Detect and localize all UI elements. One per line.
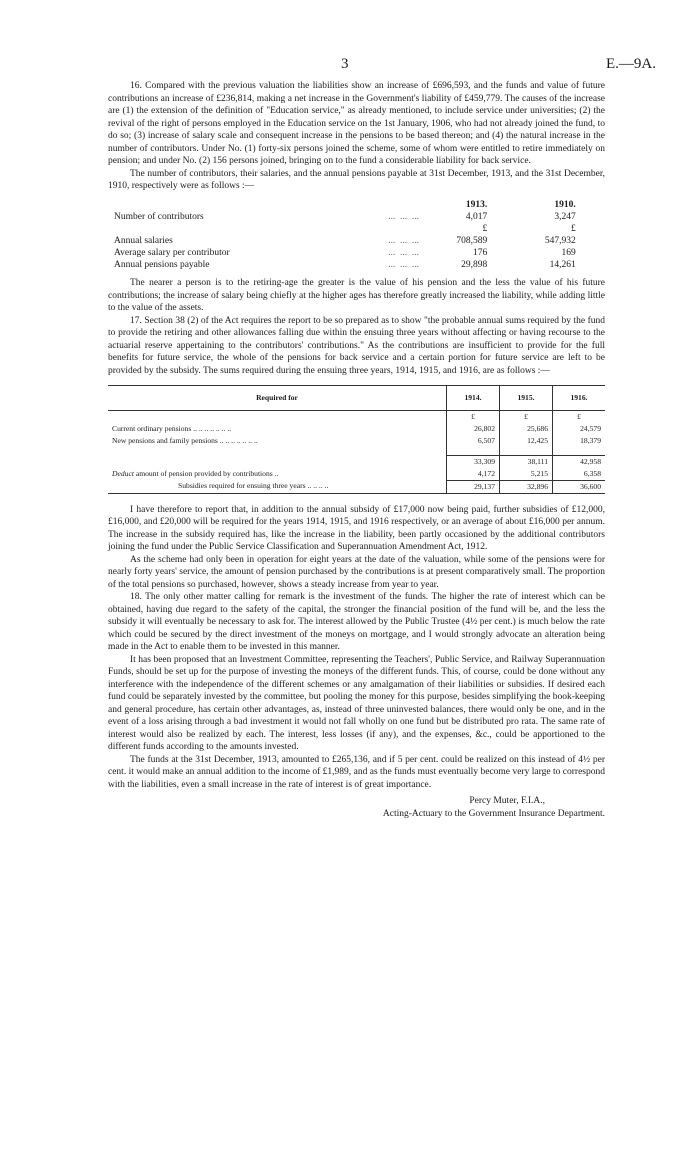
row-label: Annual salaries [114,236,173,246]
cell-value: 547,932 [544,236,576,246]
paragraph-17: 17. Section 38 (2) of the Act requires the report to be so prepared as to show "the probable annual sums required by the fund to provide the retiring and other allowances falling due within the ensuing three years without affecting or having recourse to the actuarial reserve appertaining to the contributors' contributions." As the contributions are insufficient to provide for the full benefits for future service, the whole of the pensions for back service and a certain portion for future service are left to be provided by the subsidy. The sums required during the ensuing three years, 1914, 1915, and 1916, are as follows :— [108,315,605,376]
paragraph-nearer: The nearer a person is to the retiring-age the greater is the value of his pension and the less the value of his future contributions; the increase of salary being chiefly at the higher ages has therefore greatly increased the liability, while adding little to the value of the assets. [108,278,605,313]
cell-value: 6,507 [447,435,500,447]
deduct-label: Deduct [112,468,134,478]
pound-sign: £ [482,224,488,234]
cell-value: 176 [472,248,488,258]
document-body [108,80,605,821]
column-header-year: 1914. [447,386,500,411]
paragraph-16: 16. Compared with the previous valuation the liabilities show an increase of £696,593, and the funds and value of future contributions an increase of £236,814, making a net increase in the Government's liability of £459,779. The causes of the increase are (1) the extension of the definition of "Education service," as already mentioned, to include service under universities; (2) the revival of the right of persons employed in the Education service on the 1st January, 1906, who had not already joined the fund, to do so; (3) increase of salary scale and consequent increase in the pensions to be based thereon; and (4) the natural increase in the number of contributors. Under No. (1) forty-six persons joined the scheme, some of whom were entitled to retire immediately on pension; and under No. (2) 156 persons joined, bringing on to the fund a considerable liability for back service. [108,81,605,166]
column-header-year: 1916. [553,386,606,411]
cell-value: 25,686 [500,423,553,435]
row-label: Current ordinary pensions .. [112,424,197,433]
paragraph-committee: It has been proposed that an Investment Committee, representing the Teachers', Public Service, and Railway Superannuation Funds, should be set up for the purpose of investing the moneys of the different funds. This, of course, could be done without any interference with the independence of the different schemes or any amalgamation of their liabilities or subsidies. If desired each fund could be separately invested by the committee, but pooling the money for this purpose, besides simplifying the book-keeping and general procedure, has certain other advantages, as, instead of three uninvested balances, there would only be one, and in the event of a loss arising through a bad investment it would not fall wholly on one fund but be distributed pro rata. The same rate of interest would also be realized by each. The interest, less losses (if any), and the expenses, &c., could be apportioned to the different funds according to the amounts invested. [108,654,605,752]
table-row: Average salary per contributor ... ... ... 176 169 [108,247,605,259]
pound-sign: £ [447,411,500,424]
cell-value: 14,261 [549,260,576,270]
cell-value: 12,425 [500,435,553,447]
cell-value: 26,802 [447,423,500,435]
row-label: New pensions and family pensions .. [112,436,224,445]
document-reference: E.—9A. [606,56,656,72]
paragraph-18: 18. The only other matter calling for remark is the investment of the funds. The higher the rate of interest which can be obtained, having due regard to the safety of the capital, the stronger the financial position of the fund will be, and the less the subsidy it will eventually be necessary to ask for. The interest allowed by the Public Trustee (4½ per cent.) is much below the rate which could be secured by the direct investment of the moneys on mortgage, and I would strongly advocate an alteration being made in the Act to enable them to be invested in this manner. [108,592,605,652]
signature-block [108,795,605,821]
column-header-required-for: Required for [108,386,447,411]
row-label: Average salary per contributor [114,248,230,258]
table-row [108,468,605,481]
pound-sign: £ [553,411,606,424]
cell-value: 38,111 [500,455,553,468]
table-row: New pensions and family pensions .. .. .. .. .. .. .. 6,507 12,425 18,379 [108,435,605,447]
table-row: Number of contributors ... ... ... 4,017 3,247 [108,211,605,223]
cell-value: 29,137 [447,480,500,493]
column-header-year: 1915. [500,386,553,411]
table-row: Current ordinary pensions .. .. .. .. .. .. .. 26,802 25,686 24,579 [108,423,605,435]
table-row: Subsidies required for ensuing three years .. .. .. .. 29,137 32,896 36,600 [108,480,605,493]
row-label: Number of contributors [114,212,204,222]
cell-value: 169 [561,248,576,258]
signatory-title: Acting-Actuary to the Government Insurance Department. [382,809,605,819]
cell-value: 4,017 [465,212,488,222]
paragraph-funds: The funds at the 31st December, 1913, amounted to £265,136, and if 5 per cent. could be realized on this instead of 4½ per cent. it would make an annual addition to the income of £1,989, and as the funds must eventually become very large to correspond with the liabilities, even a small increase in the rate of interest is of great importance. [108,754,605,790]
signatory-name: Percy Muter, F.I.A., [469,796,545,806]
page-number: 3 [341,56,349,72]
table-row: Annual salaries ... ... ... 708,589 547,932 [108,235,605,247]
row-label: Annual pensions payable [114,260,210,270]
cell-value: 33,309 [447,455,500,468]
column-header-1913: 1913. [465,199,488,210]
cell-value: 6,358 [553,468,606,481]
contributors-table [108,199,605,272]
cell-value: 32,896 [500,480,553,493]
paragraph-scheme: As the scheme had only been in operation for eight years at the date of the valuation, while some of the pensions were for nearly forty years' service, the amount of pension purchased by the contributions is at present comparatively small. The proportion of the total pensions so purchased, however, shows a steady increase from year to year. [108,554,605,590]
cell-value: 29,898 [461,260,488,270]
cell-value: 4,172 [447,468,500,481]
cell-value: 36,600 [553,480,606,493]
cell-value: 5,215 [500,468,553,481]
paragraph-contributors-intro: The number of contributors, their salaries, and the annual pensions payable at 31st December, 1913, and the 31st December, 1910, respectively were as follows :— [108,168,605,191]
cell-value: 708,589 [456,236,488,246]
table-row [108,455,605,468]
paragraph-report: I have therefore to report that, in addition to the annual subsidy of £17,000 now being paid, further subsidies of £12,000, £16,000, and £20,000 will be required for the years 1914, 1915, and 1916 respectively, or an average of about £16,000 per annum. The increase in the subsidy required has, like the increase in the liability, been partly occasioned by the additional contributors joining the fund under the Public Service Classification and Superannuation Amendment Act, 1912. [108,504,605,552]
cell-value: 3,247 [554,212,576,222]
pound-sign: £ [570,224,576,234]
cell-value: 42,958 [553,455,606,468]
pound-sign: £ [500,411,553,424]
cell-value: 24,579 [553,423,606,435]
page-header [0,56,700,76]
row-label: Subsidies required for ensuing three years [178,481,306,491]
cell-value: 18,379 [553,435,606,447]
required-sums-table [108,385,605,494]
table-row: Annual pensions payable ... ... ... 29,898 14,261 [108,259,605,271]
column-header-1910: 1910. [554,199,576,210]
row-label: amount of pension provided by contributions .. [133,468,279,478]
